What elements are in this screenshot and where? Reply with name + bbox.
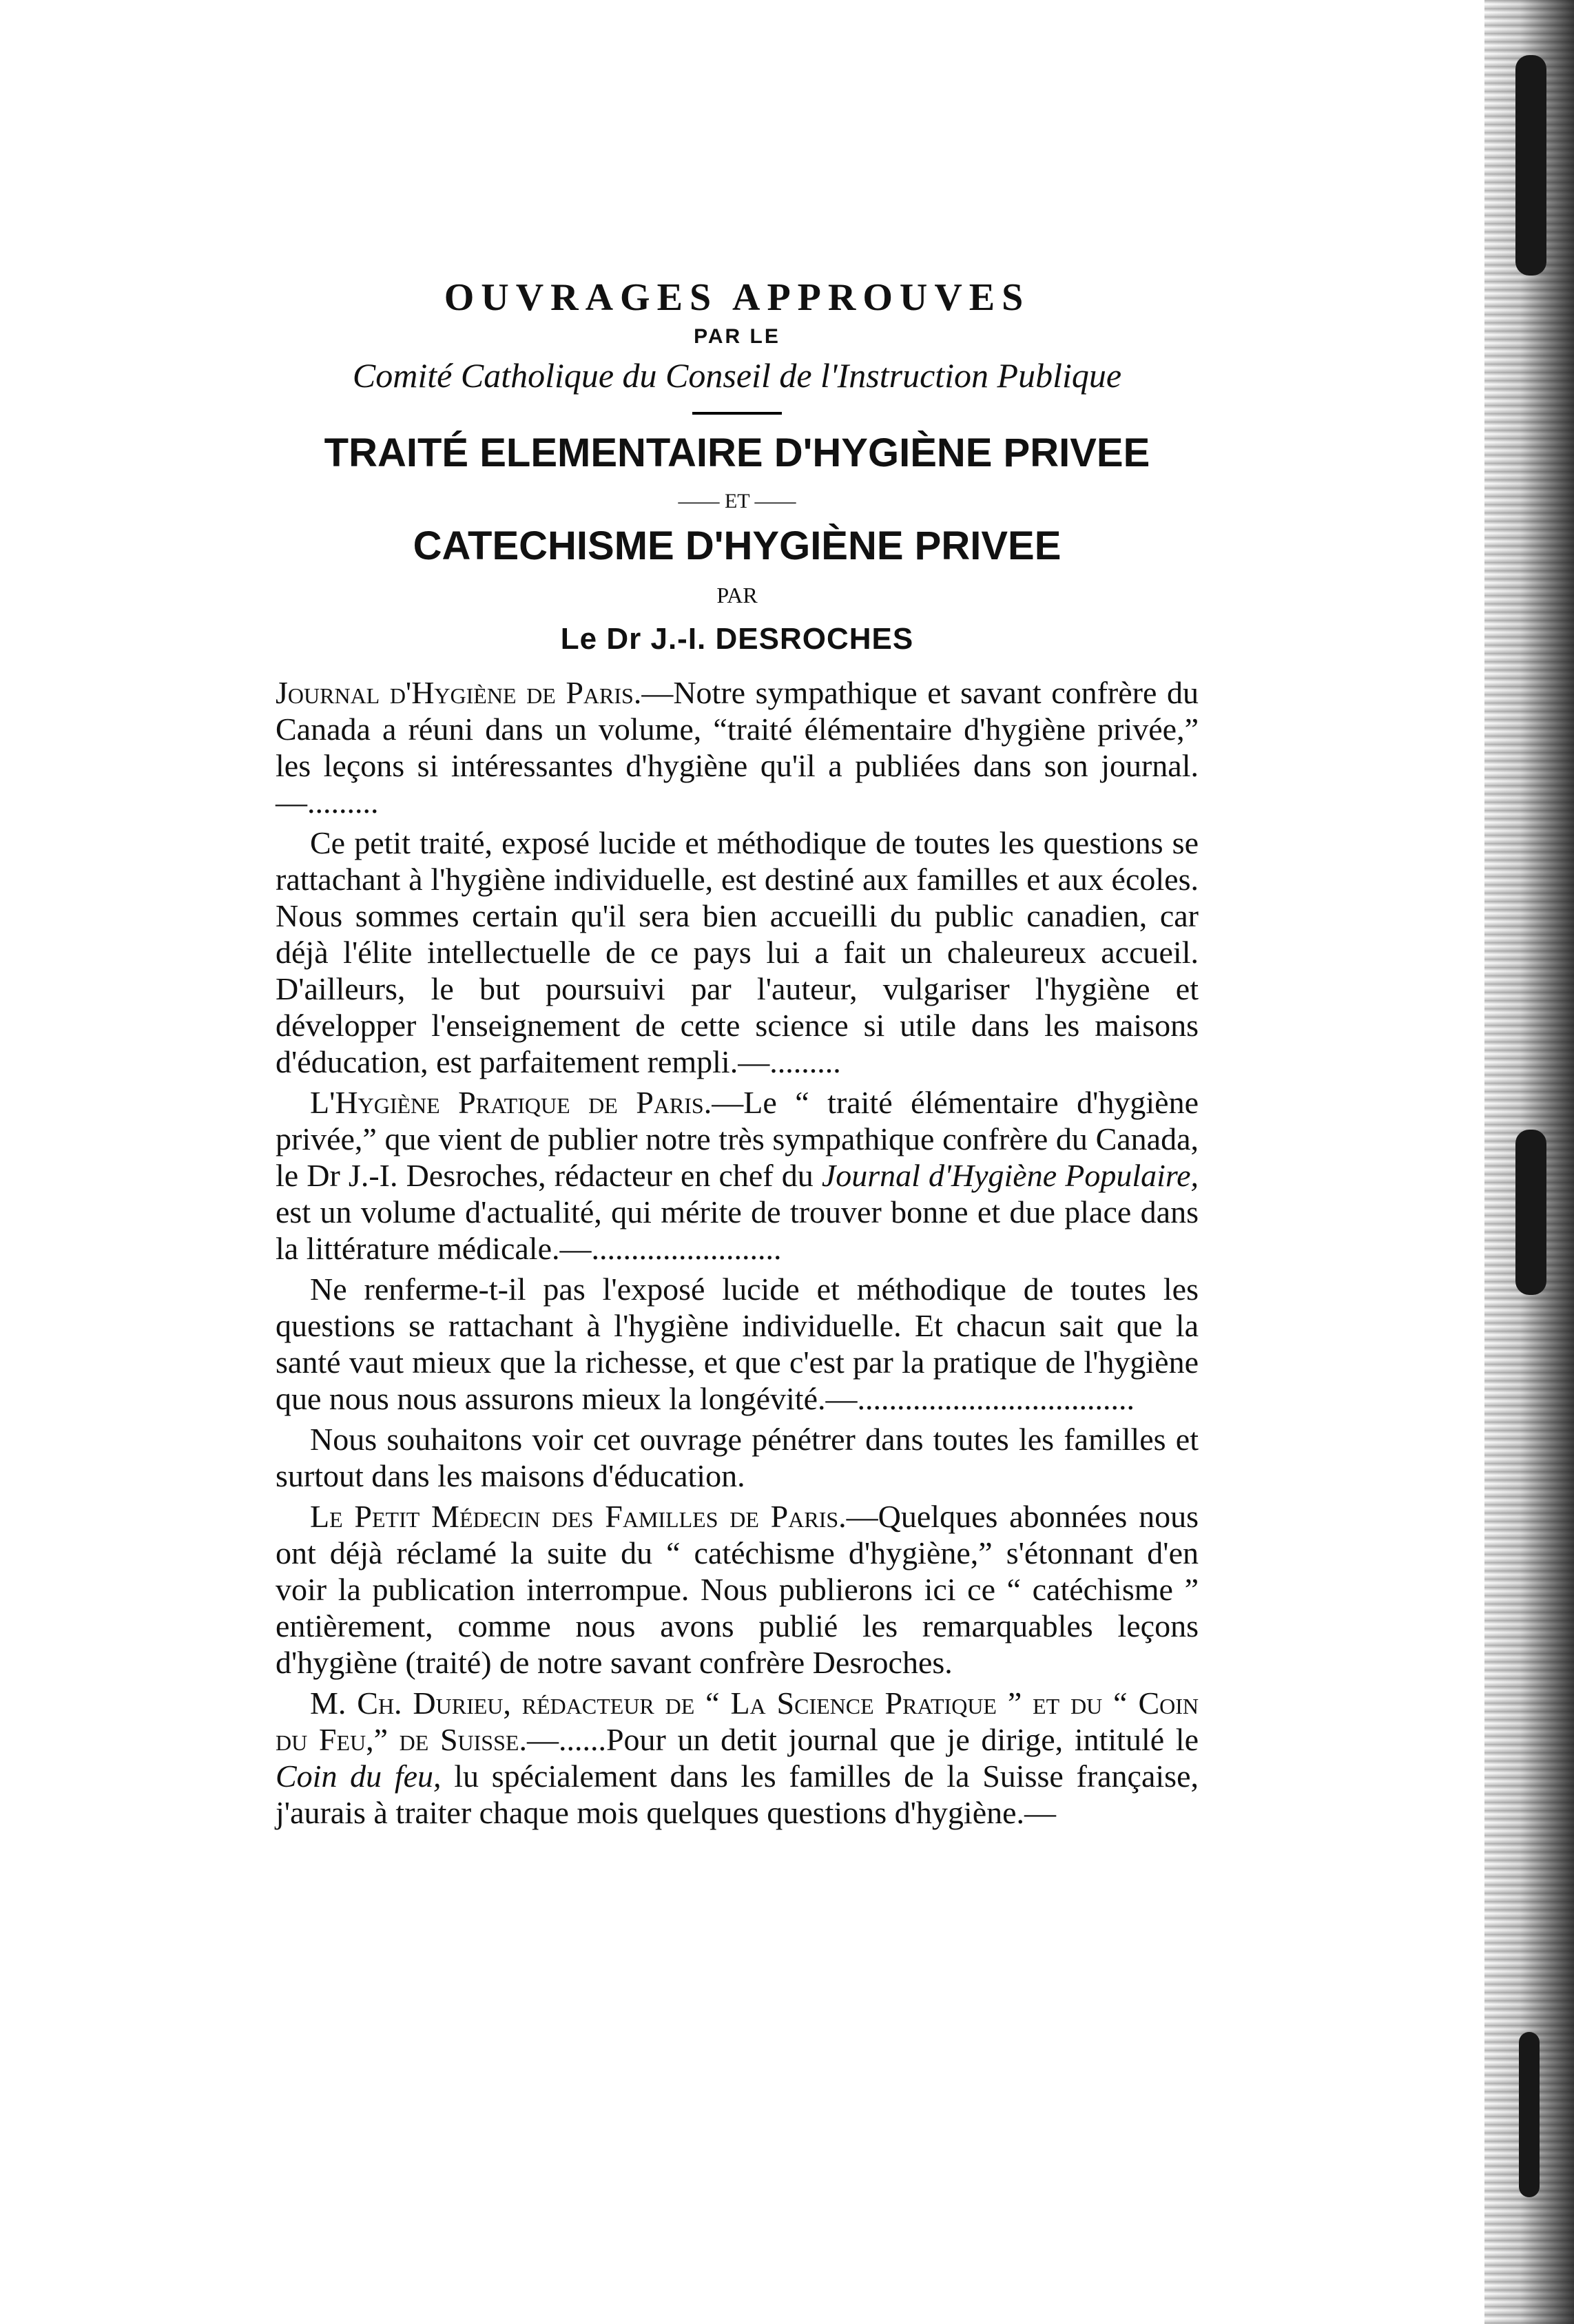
author-name: Le Dr J.-I. DESROCHES <box>560 622 914 656</box>
review-source: L'Hygiène Pratique de Paris. <box>310 1085 712 1120</box>
review-text: Nous souhaitons voir cet ouvrage pénétrer dans toutes les familles et surtout dans les maisons d'éducation. <box>276 1422 1199 1493</box>
review-text: lu spécialement dans les familles de la Suisse française, j'aurais à traiter chaque mois quelques questions d'hygiène.— <box>276 1758 1199 1830</box>
review-source: M. Ch. Durieu, rédacteur de “ La Science Pratique ” et du “ Coin du Feu,” de Suisse. <box>276 1685 1199 1757</box>
review-text: Ne renferme-t-il pas l'exposé lucide et méthodique de toutes les questions se rattachant à l'hygiène individuelle. Et chacun sait que la santé vaut mieux que la richesse, et que c'est par la pratique de l'hygiène que nous nous assurons mieux la longévité.—................................... <box>276 1272 1199 1416</box>
journal-title: Journal d'Hygiène Populaire, <box>821 1158 1199 1193</box>
binding-shadow <box>1515 1130 1546 1295</box>
review-text: —Notre sympathique et savant confrère du Canada a réuni dans un volume, “traité élémentaire d'hygiène privée,” les leçons si intéressantes d'hygiène qu'il a publiées dans son journal.—......... <box>276 675 1199 820</box>
divider-rule <box>692 412 782 415</box>
binding-shadow <box>1519 2032 1540 2197</box>
review-source: Journal d'Hygiène de Paris. <box>276 675 642 710</box>
conjunction-et: —— ET —— <box>678 490 796 512</box>
committee-name: Comité Catholique du Conseil de l'Instruction Publique <box>352 356 1122 395</box>
par-le-label: PAR LE <box>694 325 780 348</box>
binding-shadow <box>1515 55 1546 276</box>
review-text: est un volume d'actualité, qui mérite de trouver bonne et due place dans la littérature médicale.—........................ <box>276 1194 1199 1266</box>
review-paragraph <box>276 1084 1199 1267</box>
book-title-1: TRAITÉ ELEMENTAIRE D'HYGIÈNE PRIVEE <box>324 430 1150 475</box>
binding-edge <box>1484 0 1574 2324</box>
journal-title: Coin du feu, <box>276 1758 442 1794</box>
book-title-2: CATECHISME D'HYGIÈNE PRIVEE <box>413 523 1062 568</box>
page-heading: OUVRAGES APPROUVES <box>444 276 1031 319</box>
review-paragraph <box>276 1685 1199 1831</box>
page-content <box>276 276 1199 1835</box>
reviews-body <box>276 674 1199 1831</box>
review-text: —......Pour un detit journal que je dirige, intitulé le <box>526 1722 1199 1757</box>
review-source: Le Petit Médecin des Familles de Paris. <box>310 1499 847 1534</box>
review-text: —Quelques abonnées nous ont déjà réclamé la suite du “ catéchisme d'hygiène,” s'étonnant d'en voir la publication interrompue. Nous publierons ici ce “ catéchisme ” entièrement, comme nous avons publié les remarquables leçons d'hygiène (traité) de notre savant confrère Desroches. <box>276 1499 1199 1680</box>
review-paragraph <box>276 824 1199 1080</box>
review-paragraph <box>276 1421 1199 1494</box>
par-label: PAR <box>716 583 758 608</box>
review-paragraph <box>276 1498 1199 1681</box>
review-text: Ce petit traité, exposé lucide et méthodique de toutes les questions se rattachant à l'hygiène individuelle, est destiné aux familles et aux écoles. Nous sommes certain qu'il sera bien accueilli du public canadien, car déjà l'élite intellectuelle de ce pays lui a fait un chaleureux accueil. D'ailleurs, le but poursuivi par l'auteur, vulgariser l'hygiène et développer l'enseignement de cette science si utile dans les maisons d'éducation, est parfaitement rempli.—......... <box>276 825 1199 1079</box>
review-text: —Le “ traité élémentaire d'hygiène privée,” que vient de publier notre très sympathique confrère du Canada, le Dr J.-I. Desroches, rédacteur en chef du <box>276 1085 1199 1193</box>
review-paragraph <box>276 1271 1199 1417</box>
review-paragraph <box>276 674 1199 820</box>
